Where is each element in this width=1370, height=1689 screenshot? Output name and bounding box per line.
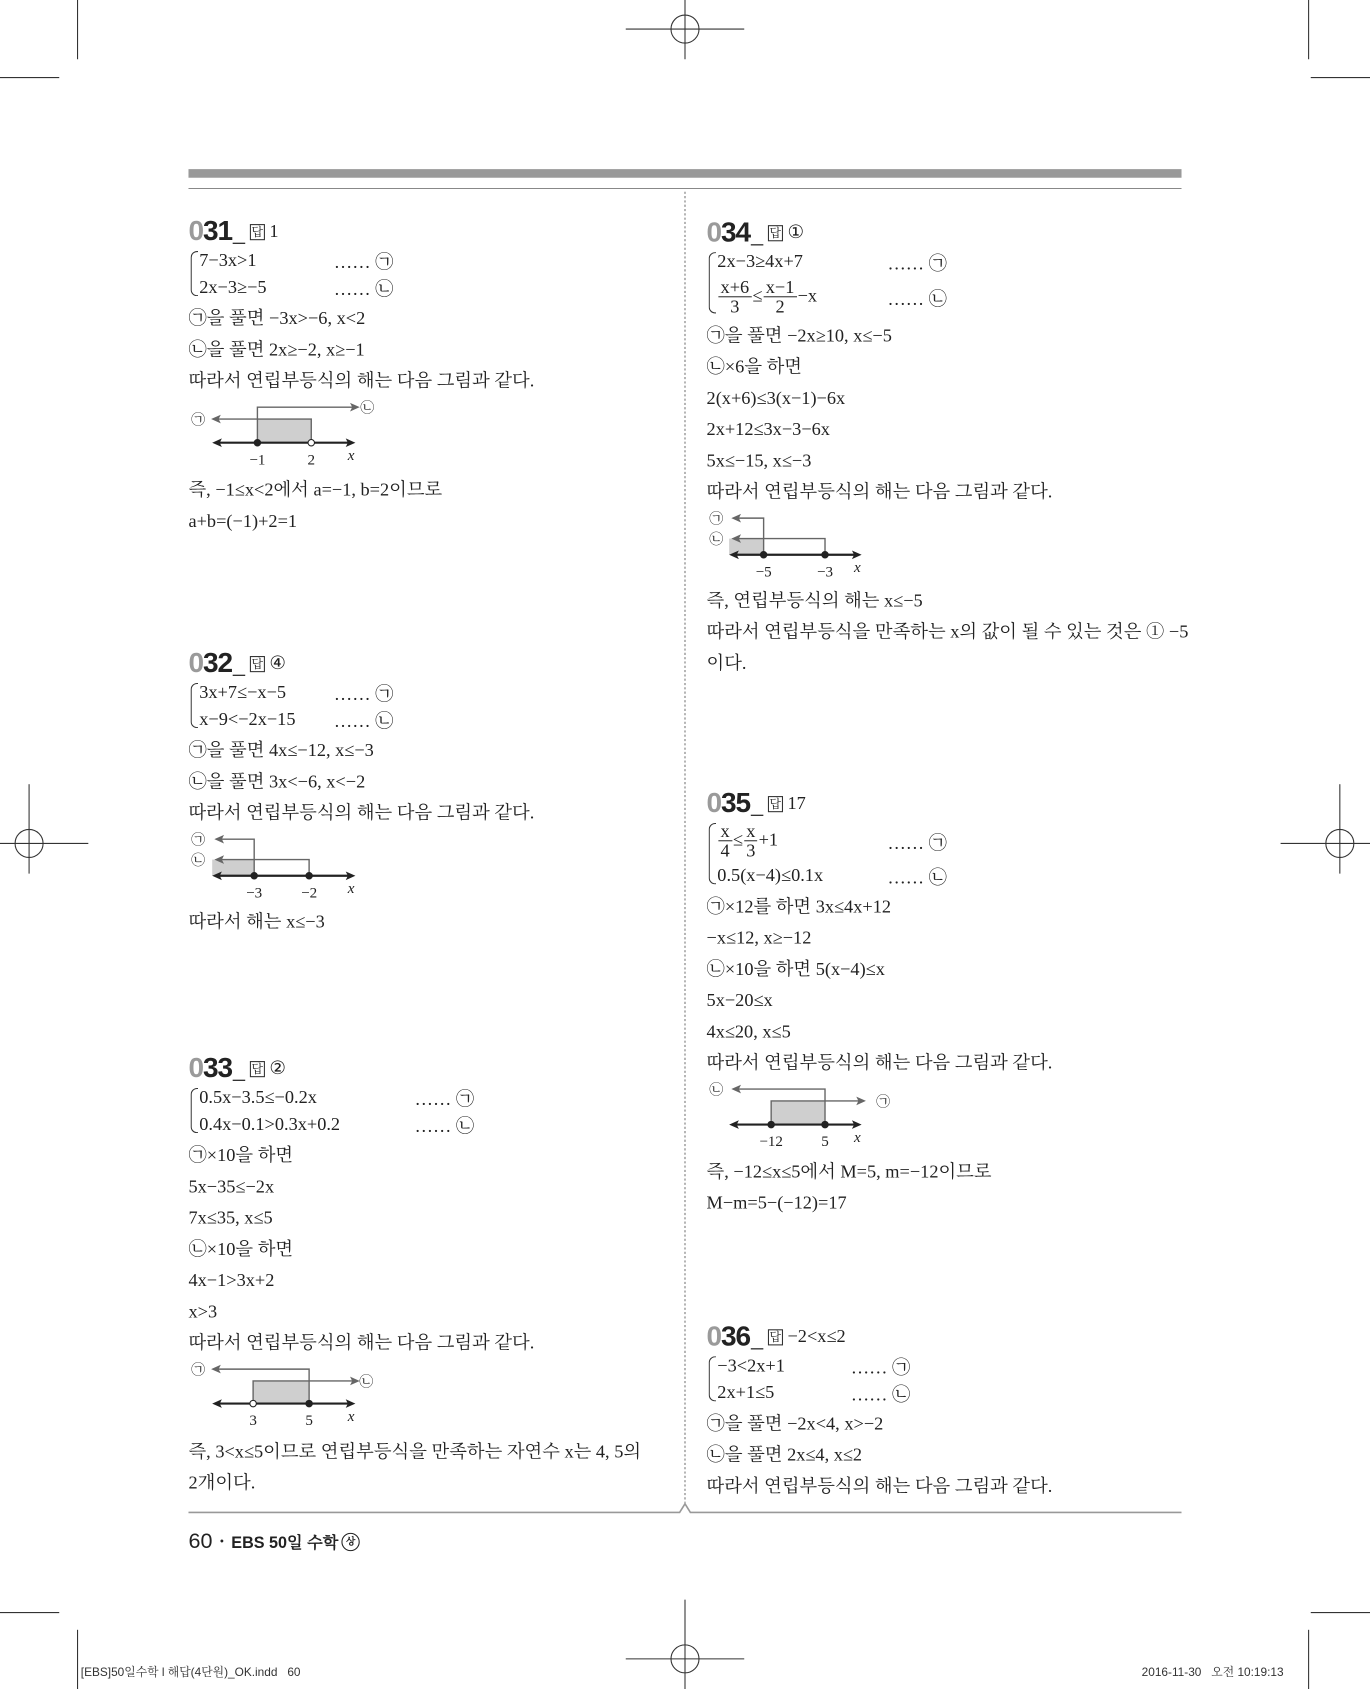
conclusion-line: 따라서 연립부등식을 만족하는 x의 값이 될 수 있는 것은 ① −5 [706, 621, 1189, 643]
solution-step: −x≤12, x≥−12 [706, 927, 812, 948]
expression-part: +1 [758, 829, 779, 850]
fraction [718, 821, 731, 859]
problem-header [706, 213, 1192, 248]
underscore-mark: _ [233, 221, 246, 246]
closed-endpoint [822, 1121, 828, 1127]
conclusion-line: 2개이다. [188, 1472, 256, 1493]
system-expression [717, 1382, 851, 1404]
system-expression [717, 250, 887, 272]
problem-number: 036 [706, 1319, 751, 1352]
system-expression [199, 1086, 414, 1108]
expression-part: ≤ [752, 285, 763, 306]
header-gray-bar [188, 169, 1181, 178]
problem-035 [707, 784, 1192, 1218]
problem-number: 032 [188, 646, 232, 679]
ray-label: ㉡ [709, 532, 724, 548]
solution-step: 4x−1>3x+2 [188, 1270, 275, 1291]
ray-label: ㉠ [876, 1095, 891, 1111]
axis-variable-label: x [347, 880, 355, 897]
system-expression [717, 277, 887, 315]
number-line-diagram [707, 510, 912, 583]
tick-label: −12 [759, 1134, 783, 1151]
system-expression [717, 864, 887, 886]
expression-part: 2x−3≥4x+7 [717, 250, 803, 271]
axis-variable-label: x [347, 1408, 355, 1425]
system-expression [717, 1355, 851, 1377]
solution-step: 따라서 연립부등식의 해는 다음 그림과 같다. [706, 481, 1053, 502]
fraction-numerator: x [744, 821, 757, 840]
solution-step: 4x≤20, x≤5 [706, 1021, 791, 1042]
answer-value: 1 [269, 220, 279, 242]
system-expression [199, 681, 334, 703]
conclusion-line: 즉, −12≤x≤5에서 M=5, m=−12이므로 [706, 1161, 992, 1182]
system-expression [199, 249, 334, 271]
system-line [717, 1379, 1191, 1406]
solution-step: ㉠을 풀면 −2x<4, x>−2 [706, 1413, 884, 1434]
problem-header [188, 644, 673, 679]
system-line [717, 819, 1191, 862]
solution-step: 5x−20≤x [706, 989, 773, 1011]
solution-step: 따라서 연립부등식의 해는 다음 그림과 같다. [188, 802, 535, 823]
conclusion-line: 즉, −1≤x<2에서 a=−1, b=2이므로 [188, 479, 443, 500]
equation-label: …… ㉡ [887, 288, 947, 309]
axis-variable-label: x [347, 447, 355, 464]
problem-034 [707, 213, 1192, 678]
answer-value: 17 [787, 792, 806, 814]
solution-step: ㉡을 풀면 3x<−6, x<−2 [188, 771, 366, 792]
expression-part: x−9<−2x−15 [199, 708, 296, 729]
closed-endpoint [306, 1400, 312, 1406]
expression-part: −x [797, 285, 818, 306]
tick-label: −5 [755, 564, 772, 581]
system-line [199, 1084, 673, 1111]
number-line-diagram [188, 1361, 393, 1434]
equation-label: …… ㉡ [414, 1115, 475, 1137]
number-leading-zero: 0 [188, 214, 203, 247]
solution-step: ㉡을 풀면 2x≥−2, x≥−1 [188, 339, 365, 360]
system-line [199, 679, 673, 706]
conclusion-line: M−m=5−(−12)=17 [706, 1192, 847, 1213]
tick-label: −3 [816, 564, 834, 581]
system-line [717, 248, 1191, 275]
ray-label: ㉡ [359, 1375, 374, 1391]
fraction [764, 277, 797, 315]
number-leading-zero: 0 [188, 646, 203, 679]
tick-label: −1 [249, 452, 266, 469]
axis-variable-label: x [853, 1129, 861, 1146]
solution-step: 2(x+6)≤3(x−1)−6x [706, 387, 846, 409]
system-line [199, 706, 673, 733]
solution-step: 따라서 연립부등식의 해는 다음 그림과 같다. [188, 1332, 535, 1353]
answer-value: −2<x≤2 [787, 1326, 846, 1347]
solution-step: ㉡×10을 하면 [188, 1238, 294, 1260]
fraction-numerator: x−1 [764, 277, 797, 296]
system-expression [199, 708, 334, 730]
answer-label-icon: 답 [249, 1061, 265, 1077]
system-line [199, 274, 673, 301]
expression-part: 3x+7≤−x−5 [199, 681, 287, 702]
fraction-denominator: 3 [730, 295, 740, 317]
solution-shaded-region [253, 1381, 309, 1404]
expression-part: 0.5(x−4)≤0.1x [717, 864, 824, 885]
book-title: EBS 50일 수학 [231, 1533, 339, 1553]
underscore-mark: _ [751, 1327, 764, 1351]
ray-label: ㉡ [191, 853, 206, 869]
system-line [199, 247, 673, 274]
conclusion-line: 이다. [706, 652, 747, 674]
expression-part: 7−3x>1 [199, 249, 257, 270]
ray-label: ㉠ [191, 833, 206, 849]
ray-label: ㉠ [191, 413, 206, 429]
solution-step: 따라서 연립부등식의 해는 다음 그림과 같다. [706, 1475, 1053, 1497]
expression-part: 2x+1≤5 [717, 1381, 775, 1402]
equation-label: …… ㉡ [850, 1384, 911, 1405]
fraction [718, 277, 751, 315]
equation-label: …… ㉠ [333, 684, 394, 705]
number-leading-zero: 0 [706, 786, 722, 819]
equation-label: …… ㉠ [414, 1089, 475, 1110]
fraction-numerator: x [718, 821, 731, 840]
equation-label: …… ㉠ [850, 1357, 911, 1378]
fraction [744, 821, 757, 859]
conclusion-line: 즉, 연립부등식의 해는 x≤−5 [706, 590, 923, 611]
underscore-mark: _ [751, 222, 764, 247]
system-expression [199, 1113, 414, 1135]
conclusion-line: 따라서 해는 x≤−3 [188, 911, 325, 932]
number-leading-zero: 0 [188, 1051, 203, 1084]
inequality-system [188, 1084, 673, 1138]
fraction-denominator: 4 [720, 839, 730, 861]
problem-number: 034 [706, 215, 751, 248]
system-expression [199, 276, 334, 298]
expression-part: ≤ [732, 829, 743, 850]
system-line [199, 1111, 673, 1138]
problem-number: 035 [706, 786, 751, 819]
inequality-system [707, 819, 1192, 889]
system-line [717, 862, 1191, 889]
problem-number: 031 [188, 214, 232, 247]
solution-step: ㉠×12를 하면 3x≤4x+12 [706, 896, 892, 917]
inequality-system [707, 248, 1192, 318]
ray-label: ㉡ [360, 401, 375, 417]
system-line [717, 275, 1191, 318]
solution-step: ㉠을 풀면 −2x≥10, x≤−5 [706, 325, 892, 346]
page-number: 60 [188, 1529, 213, 1554]
problem-032 [188, 644, 673, 937]
open-endpoint [308, 439, 314, 445]
tick-label: −2 [301, 885, 318, 902]
answer-value: ② [269, 1057, 286, 1079]
solution-step: 따라서 연립부등식의 해는 다음 그림과 같다. [188, 370, 535, 392]
closed-endpoint [768, 1121, 774, 1127]
solution-step: 따라서 연립부등식의 해는 다음 그림과 같다. [706, 1052, 1053, 1073]
closed-endpoint [251, 873, 257, 879]
answer-label-icon: 답 [249, 656, 265, 672]
expression-part: −3<2x+1 [717, 1354, 785, 1376]
inequality-system [188, 679, 673, 733]
closed-endpoint [306, 873, 312, 879]
equation-label: …… ㉡ [333, 710, 394, 732]
solution-step: 2x+12≤3x−3−6x [706, 419, 830, 440]
expression-part: 2x−3≥−5 [199, 276, 267, 297]
solution-step: x>3 [188, 1301, 218, 1322]
footer-rule [188, 1504, 1181, 1513]
solution-step: 5x−35≤−2x [188, 1176, 275, 1197]
ray-label: ㉡ [709, 1083, 724, 1099]
answer-value: ① [787, 221, 804, 243]
tick-label: 5 [305, 1413, 313, 1430]
number-leading-zero: 0 [706, 215, 722, 248]
axis-variable-label: x [853, 559, 861, 576]
solution-step: 7x≤35, x≤5 [188, 1207, 273, 1229]
problem-header [188, 212, 673, 247]
expression-part: 0.5x−3.5≤−0.2x [199, 1086, 317, 1107]
problem-header [706, 1317, 1192, 1352]
equation-label: …… ㉡ [333, 278, 394, 300]
underscore-mark: _ [233, 653, 246, 678]
problem-header [188, 1049, 673, 1084]
number-line-diagram [188, 831, 393, 904]
answer-label-icon: 답 [767, 1329, 783, 1345]
number-leading-zero: 0 [706, 1319, 722, 1352]
solution-step: ㉠×10을 하면 [188, 1145, 294, 1166]
volume-badge: 상 [342, 1533, 360, 1551]
equation-label: …… ㉠ [887, 832, 947, 853]
answer-label-icon: 답 [249, 224, 265, 240]
page-footer [188, 1530, 359, 1555]
solution-shaded-region [771, 1101, 825, 1125]
problem-number: 033 [188, 1051, 232, 1084]
tick-label: 3 [249, 1413, 257, 1430]
system-line [717, 1352, 1191, 1379]
inequality-system [188, 247, 673, 301]
tick-label: 5 [821, 1134, 829, 1151]
tick-label: −3 [246, 885, 263, 902]
solution-step: ㉡을 풀면 2x≤4, x≤2 [706, 1444, 863, 1465]
underscore-mark: _ [233, 1058, 246, 1083]
problem-036 [707, 1317, 1192, 1501]
system-expression [717, 821, 887, 859]
answer-value: ④ [269, 652, 286, 674]
solution-step: ㉠을 풀면 4x≤−12, x≤−3 [188, 740, 374, 761]
closed-endpoint [254, 439, 260, 445]
underscore-mark: _ [751, 793, 764, 818]
equation-label: …… ㉡ [887, 867, 947, 888]
closed-endpoint [760, 552, 766, 558]
fraction-numerator: x+6 [718, 277, 751, 296]
tick-label: 2 [307, 452, 316, 469]
fraction-denominator: 3 [746, 839, 756, 861]
inequality-system [707, 1352, 1192, 1406]
solution-step: ㉡×10을 하면 5(x−4)≤x [706, 958, 885, 980]
number-line-diagram [707, 1080, 912, 1153]
fraction-denominator: 2 [775, 295, 785, 317]
solution-step: 5x≤−15, x≤−3 [706, 450, 812, 471]
solution-shaded-region [729, 539, 763, 555]
solution-shaded-region [257, 419, 311, 443]
answer-label-icon: 답 [767, 225, 783, 241]
expression-part: 0.4x−0.1>0.3x+0.2 [199, 1113, 341, 1134]
problem-header [706, 784, 1192, 819]
conclusion-line: 즉, 3<x≤5이므로 연립부등식을 만족하는 자연수 x는 4, 5의 [188, 1441, 642, 1462]
closed-endpoint [822, 552, 828, 558]
problem-033 [188, 1049, 673, 1498]
open-endpoint [250, 1400, 256, 1406]
problem-031 [188, 212, 673, 536]
slug-filename: [EBS]50일수학 l 해답(4단원)_OK.indd 60 [80, 1666, 301, 1680]
ray-label: ㉠ [191, 1363, 206, 1379]
slug-timestamp: 2016-11-30 오전 10:19:13 [1141, 1666, 1284, 1680]
footer-bullet: • [219, 1536, 224, 1548]
conclusion-line: a+b=(−1)+2=1 [188, 510, 298, 532]
ray-label: ㉠ [709, 512, 724, 528]
solution-step: ㉠을 풀면 −3x>−6, x<2 [188, 308, 366, 329]
equation-label: …… ㉠ [887, 253, 947, 274]
number-line-diagram [188, 399, 393, 472]
answer-label-icon: 답 [767, 796, 783, 812]
solution-step: ㉡×6을 하면 [706, 356, 802, 378]
equation-label: …… ㉠ [333, 252, 394, 273]
